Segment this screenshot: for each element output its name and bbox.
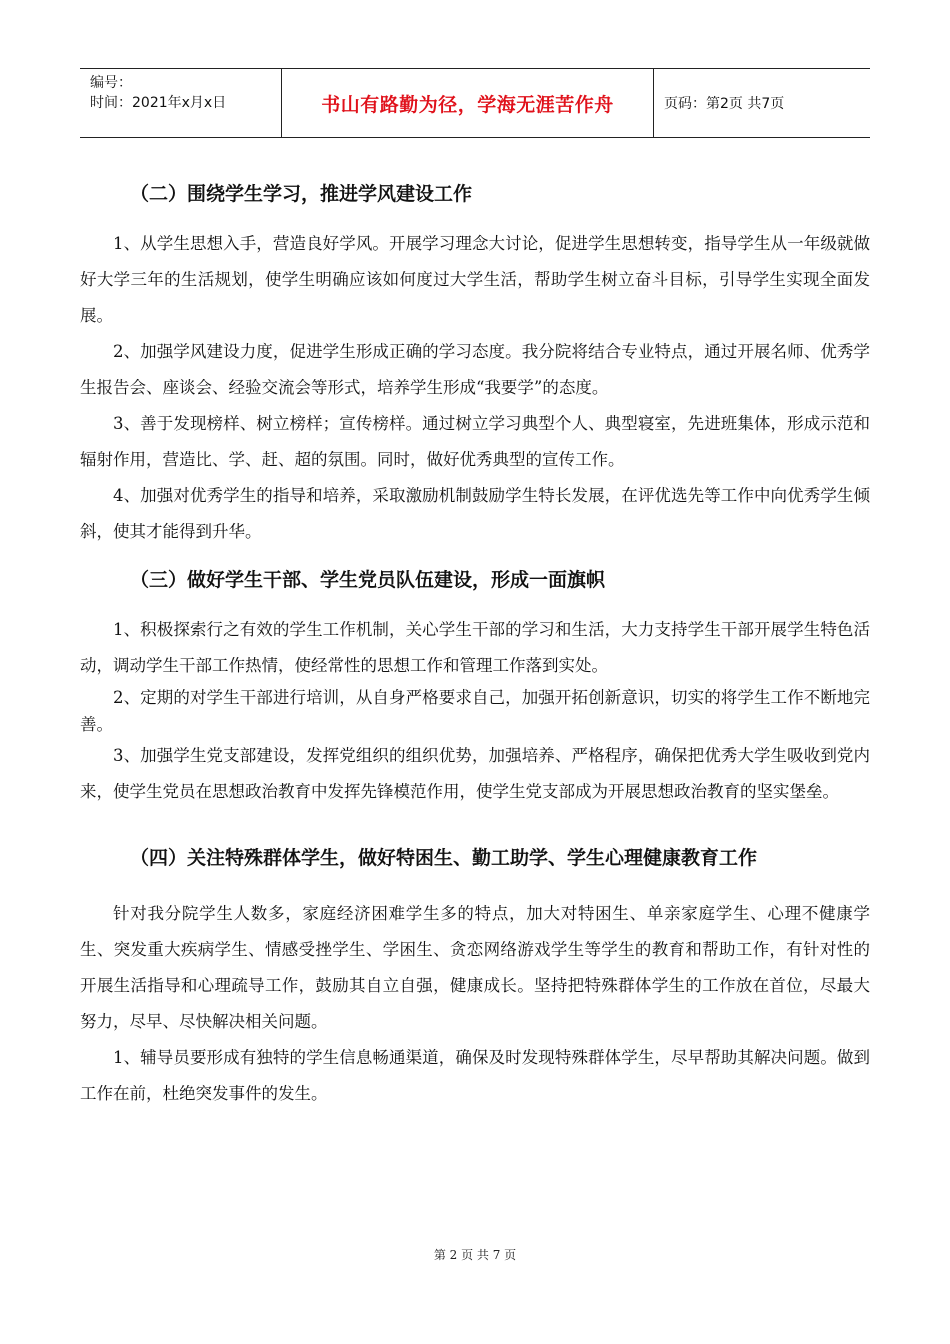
section-heading-4: （四）关注特殊群体学生，做好特困生、勤工助学、学生心理健康教育工作 — [130, 847, 758, 869]
paragraph: 3、加强学生党支部建设，发挥党组织的组织优势，加强培养、严格程序，确保把优秀大学生吸收到党内来，使学生党员在思想政治教育中发挥先锋模范作用，使学生党支部成为开展思想政治教育的坚实堡垒。 — [80, 746, 870, 801]
paragraph: 1、积极探索行之有效的学生工作机制，关心学生干部的学习和生活，大力支持学生干部开展学生特色活动，调动学生干部工作热情，使经常性的思想工作和管理工作落到实处。 — [80, 620, 870, 675]
paragraph: 针对我分院学生人数多，家庭经济困难学生多的特点，加大对特困生、单亲家庭学生、心理不健康学生、突发重大疾病学生、情感受挫学生、学困生、贪恋网络游戏学生等学生的教育和帮助工作，有针对性的开展生活指导和心理疏导工作，鼓励其自立自强，健康成长。坚持把特殊群体学生的工作放在首位，尽最大努力，尽早、尽快解决相关问题。 — [80, 904, 870, 1031]
paragraph: 3、善于发现榜样、树立榜样；宣传榜样。通过树立学习典型个人、典型寝室，先进班集体，形成示范和辐射作用，营造比、学、赶、超的氛围。同时，做好优秀典型的宣传工作。 — [80, 414, 870, 469]
paragraph: 2、加强学风建设力度，促进学生形成正确的学习态度。我分院将结合专业特点，通过开展名师、优秀学生报告会、座谈会、经验交流会等形式，培养学生形成“我要学”的态度。 — [80, 342, 870, 397]
header-motto: 书山有路勤为径，学海无涯苦作舟 — [282, 69, 654, 137]
paragraph: 2、定期的对学生干部进行培训，从自身严格要求自己，加强开拓创新意识，切实的将学生工作不断地完善。 — [80, 688, 870, 734]
page-footer: 第 2 页 共 7 页 — [433, 1248, 517, 1262]
header-page-info: 页码：第2页 共7页 — [664, 96, 785, 112]
document-number-label: 编号： — [90, 75, 132, 91]
paragraph: 4、加强对优秀学生的指导和培养，采取激励机制鼓励学生特长发展，在评优选先等工作中向优秀学生倾斜，使其才能得到升华。 — [80, 486, 870, 541]
document-date: 时间：2021年x月x日 — [90, 95, 227, 111]
document-body — [80, 170, 870, 1112]
section-heading-3: （三）做好学生干部、学生党员队伍建设，形成一面旗帜 — [130, 569, 606, 591]
header-meta — [80, 69, 282, 137]
section-heading-2: （二）围绕学生学习，推进学风建设工作 — [130, 183, 473, 205]
paragraph: 1、从学生思想入手，营造良好学风。开展学习理念大讨论，促进学生思想转变，指导学生从一年级就做好大学三年的生活规划，使学生明确应该如何度过大学生活，帮助学生树立奋斗目标，引导学生实现全面发展。 — [80, 234, 870, 325]
paragraph: 1、辅导员要形成有独特的学生信息畅通渠道，确保及时发现特殊群体学生，尽早帮助其解决问题。做到工作在前，杜绝突发事件的发生。 — [80, 1048, 870, 1103]
page-header — [80, 68, 870, 138]
